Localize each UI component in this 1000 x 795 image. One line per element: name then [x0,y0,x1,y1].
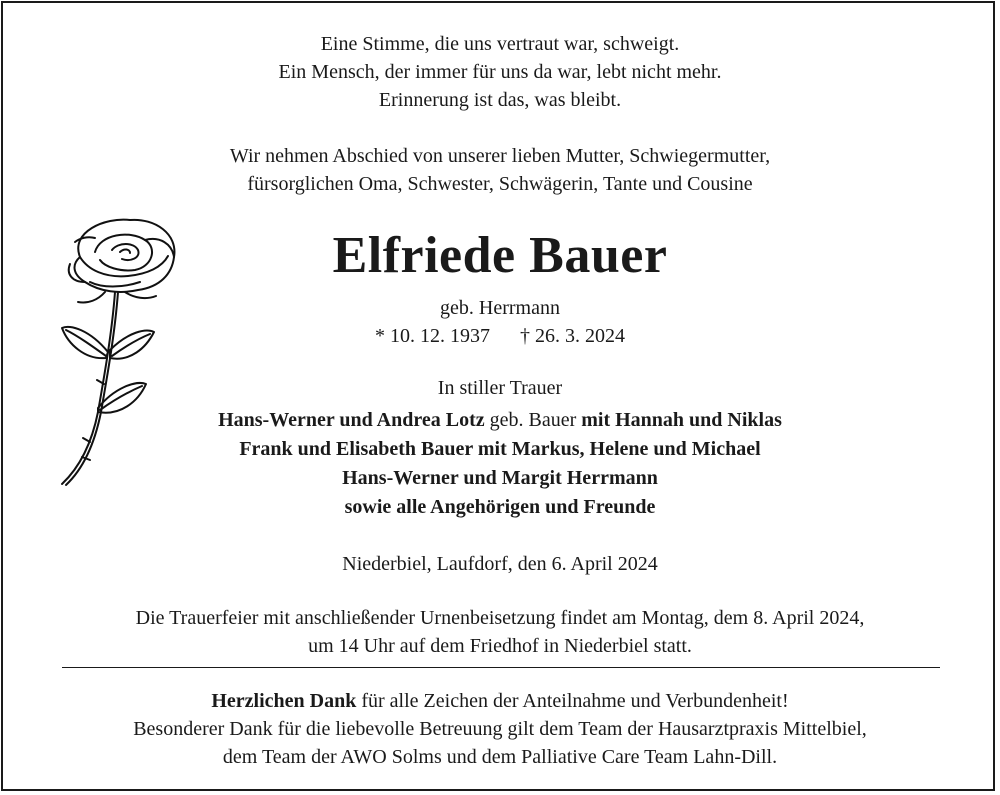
thanks-rest: für alle Zeichen der Anteilnahme und Verbundenheit! [361,690,789,712]
mourner-line-1 [0,406,1000,434]
divider-line [62,667,940,668]
funeral-line-2: um 14 Uhr auf dem Friedhof in Niederbiel statt. [308,635,692,657]
thanks-line-1 [0,687,1000,715]
maiden-name: geb. Herrmann [440,297,560,319]
mourner-line-2: Frank und Elisabeth Bauer mit Markus, Helene und Michael [239,438,761,460]
thanks-line-3: dem Team der AWO Solms und dem Palliative Care Team Lahn-Dill. [222,746,778,768]
mourners-heading: In stiller Trauer [437,377,563,399]
poem-line-2: Ein Mensch, der immer für uns da war, lebt nicht mehr. [278,61,722,83]
place-date: Niederbiel, Laufdorf, den 6. April 2024 [342,553,658,575]
thanks-bold: Herzlichen Dank [211,690,357,712]
life-dates [0,322,1000,350]
poem-line-3: Erinnerung ist das, was bleibt. [378,89,622,111]
mourner-1-children: mit Hannah und Niklas [581,409,782,431]
mourner-line-4: sowie alle Angehörigen und Freunde [344,496,656,518]
intro-line-2: fürsorglichen Oma, Schwester, Schwägerin, Tante und Cousine [247,173,753,195]
mourner-line-3: Hans-Werner und Margit Herrmann [342,467,658,489]
birth-date: * 10. 12. 1937 [375,325,490,347]
deceased-name: Elfriede Bauer [332,227,668,284]
funeral-line-1: Die Trauerfeier mit anschließender Urnenbeisetzung findet am Montag, dem 8. April 2024, [135,607,865,629]
poem-line-1: Eine Stimme, die uns vertraut war, schweigt. [320,33,680,55]
intro-line-1: Wir nehmen Abschied von unserer lieben Mutter, Schwiegermutter, [229,145,771,167]
mourner-1-names: Hans-Werner und Andrea Lotz [218,409,485,431]
death-date: † 26. 3. 2024 [520,325,625,347]
thanks-line-2: Besonderer Dank für die liebevolle Betreuung gilt dem Team der Hausarztpraxis Mittelbiel, [133,718,867,740]
mourner-1-maiden: geb. Bauer [489,409,577,431]
